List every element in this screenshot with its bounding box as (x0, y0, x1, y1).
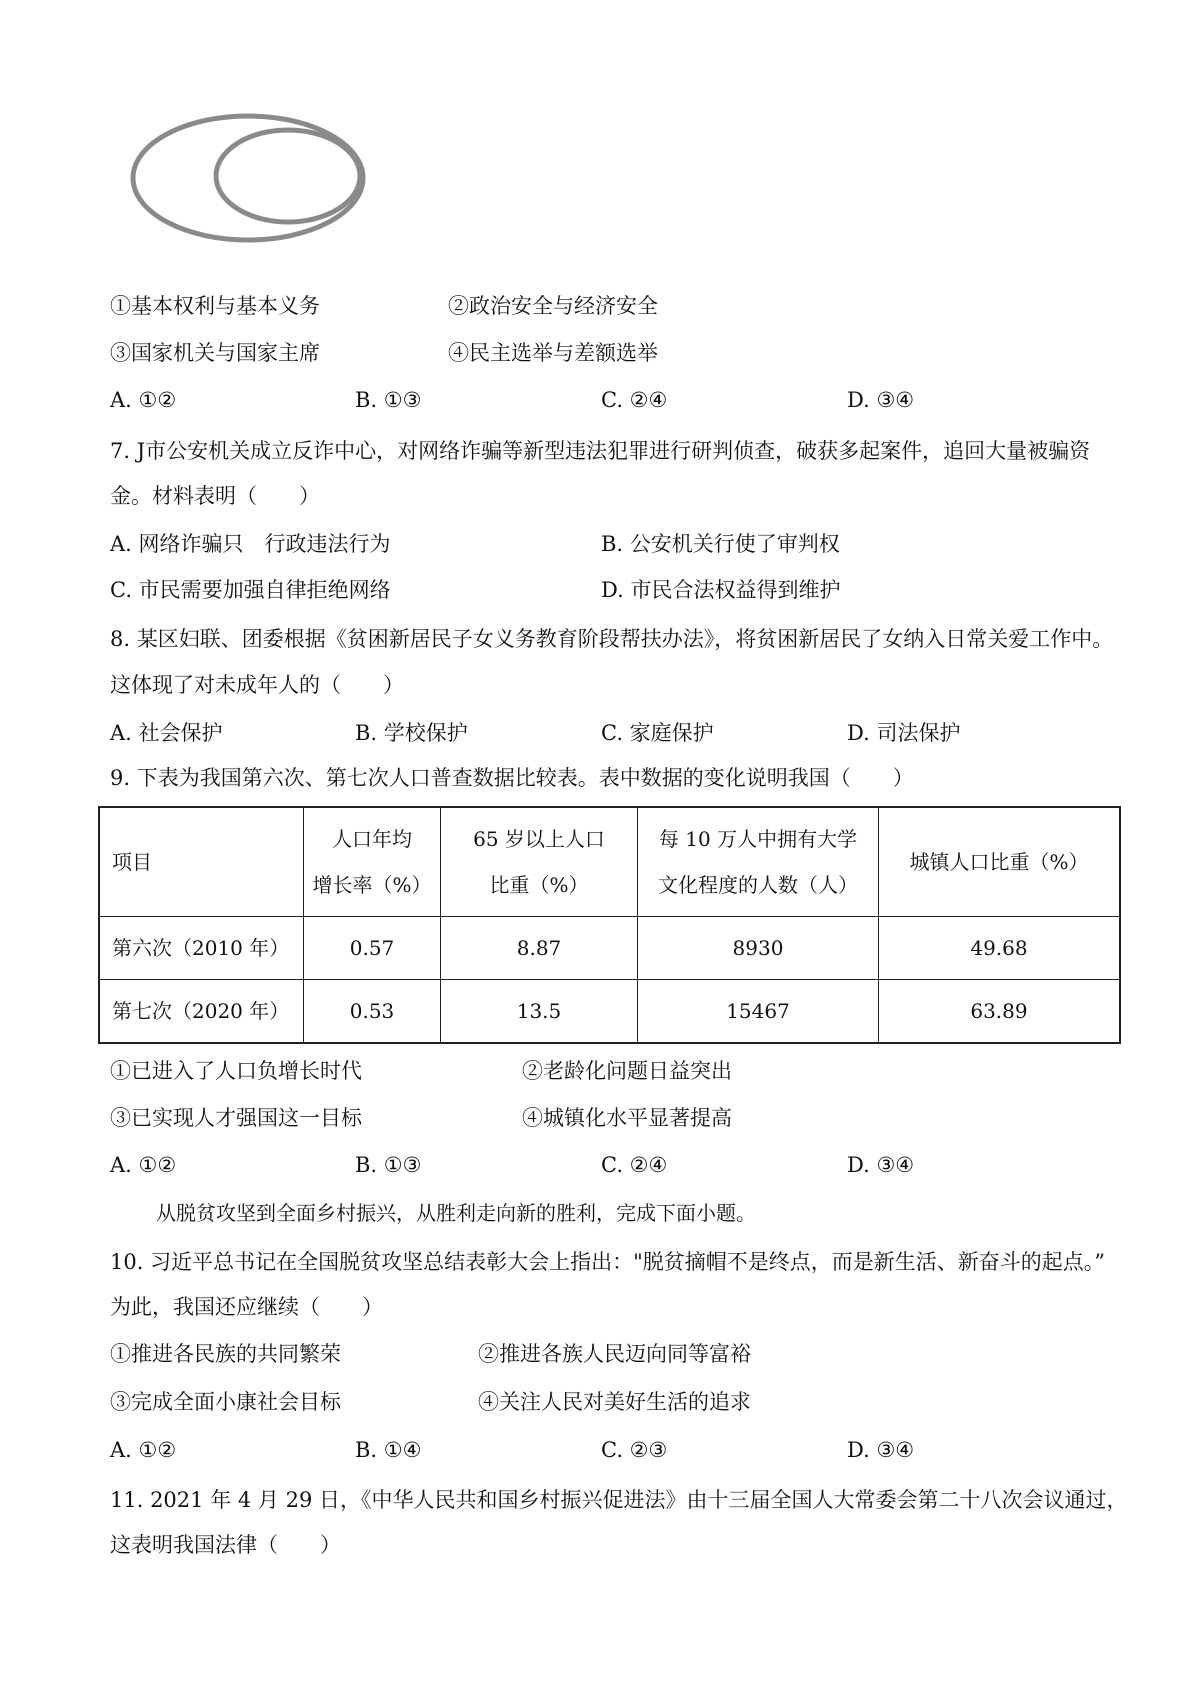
q10-option-c: C. ②③ (601, 1438, 668, 1462)
q6-item-4: ④民主选举与差额选举 (448, 341, 658, 365)
q8-option-a: A. 社会保护 (110, 721, 223, 745)
q9-option-c: C. ②④ (601, 1153, 668, 1177)
table-cell: 0.57 (304, 917, 441, 980)
table-cell: 8930 (638, 917, 879, 980)
table-cell: 第六次（2010 年） (99, 917, 304, 980)
q8-option-d: D. 司法保护 (847, 721, 961, 745)
q7-option-c: C. 市民需要加强自律拒绝网络 (110, 578, 391, 602)
header-cell-urban: 城镇人口比重（%） (879, 807, 1121, 917)
table-cell: 8.87 (441, 917, 638, 980)
q9-item-1: ①已进入了人口负增长时代 (110, 1059, 362, 1083)
table-row (99, 917, 1120, 980)
q9-item-3: ③已实现人才强国这一目标 (110, 1106, 362, 1130)
header-cell-education: 每 10 万人中拥有大学 文化程度的人数（人） (638, 807, 879, 917)
outer-ellipse (133, 116, 363, 240)
q11-stem-line2: 这表明我国法律（ ） (110, 1533, 341, 1557)
q10-item-1: ①推进各民族的共同繁荣 (110, 1342, 341, 1366)
census-table (98, 806, 1121, 1044)
q6-option-a: A. ①② (110, 388, 177, 412)
q9-item-2: ②老龄化问题日益突出 (522, 1059, 732, 1083)
q6-item-2: ②政治安全与经济安全 (448, 294, 658, 318)
q10-item-4: ④关注人民对美好生活的追求 (478, 1390, 751, 1414)
q11-stem-line1: 11. 2021 年 4 月 29 日，《中华人民共和国乡村振兴促进法》由十三届全国人大常委会第二十八次会议通过， (110, 1488, 1128, 1512)
header-cell-elderly: 65 岁以上人口 比重（%） (441, 807, 638, 917)
q7-option-b: B. 公安机关行使了审判权 (601, 532, 840, 556)
header-cell-item: 项目 (99, 807, 304, 917)
table-cell: 49.68 (879, 917, 1121, 980)
table-cell: 13.5 (441, 980, 638, 1044)
q10-option-a: A. ①② (110, 1438, 177, 1462)
q9-option-b: B. ①③ (355, 1153, 422, 1177)
q7-option-d: D. 市民合法权益得到维护 (601, 578, 841, 602)
venn-diagram (128, 108, 398, 248)
q6-option-b: B. ①③ (355, 388, 422, 412)
table-cell: 63.89 (879, 980, 1121, 1044)
q8-option-b: B. 学校保护 (355, 721, 468, 745)
q10-item-2: ②推进各族人民迈向同等富裕 (478, 1342, 751, 1366)
q8-stem-line1: 8. 某区妇联、团委根据《贫困新居民子女义务教育阶段帮扶办法》，将贫困新居民了女纳入日常关爱工作中。 (110, 627, 1114, 651)
table-cell: 第七次（2020 年） (99, 980, 304, 1044)
section-intro: 从脱贫攻坚到全面乡村振兴，从胜利走向新的胜利，完成下面小题。 (156, 1201, 756, 1225)
q6-option-c: C. ②④ (601, 388, 668, 412)
inner-ellipse (216, 130, 360, 222)
q7-option-a: A. 网络诈骗只 行政违法行为 (110, 532, 391, 556)
q10-option-d: D. ③④ (847, 1438, 915, 1462)
q6-item-1: ①基本权利与基本义务 (110, 294, 320, 318)
q7-stem-line2: 金。材料表明（ ） (110, 484, 320, 508)
table-cell: 0.53 (304, 980, 441, 1044)
q7-stem-line1: 7. J市公安机关成立反诈中心，对网络诈骗等新型违法犯罪进行研判侦查，破获多起案件，追回大量被骗资 (110, 439, 1091, 463)
q6-option-d: D. ③④ (847, 388, 915, 412)
q6-item-3: ③国家机关与国家主席 (110, 341, 320, 365)
table-cell: 15467 (638, 980, 879, 1044)
q10-stem-line2: 为此，我国还应继续（ ） (110, 1295, 383, 1319)
q8-option-c: C. 家庭保护 (601, 721, 714, 745)
q10-option-b: B. ①④ (355, 1438, 422, 1462)
q9-item-4: ④城镇化水平显著提高 (522, 1106, 732, 1130)
q8-stem-line2: 这体现了对未成年人的（ ） (110, 673, 404, 697)
table-header-row (99, 807, 1120, 917)
q9-option-a: A. ①② (110, 1153, 177, 1177)
q10-stem-line1: 10. 习近平总书记在全国脱贫攻坚总结表彰大会上指出："脱贫摘帽不是终点，而是新生活、新奋斗的起点。” (110, 1250, 1105, 1274)
q9-option-d: D. ③④ (847, 1153, 915, 1177)
header-cell-growth: 人口年均 增长率（%） (304, 807, 441, 917)
q9-stem: 9. 下表为我国第六次、第七次人口普查数据比较表。表中数据的变化说明我国（ ） (110, 766, 914, 790)
table-row (99, 980, 1120, 1044)
q10-item-3: ③完成全面小康社会目标 (110, 1390, 341, 1414)
